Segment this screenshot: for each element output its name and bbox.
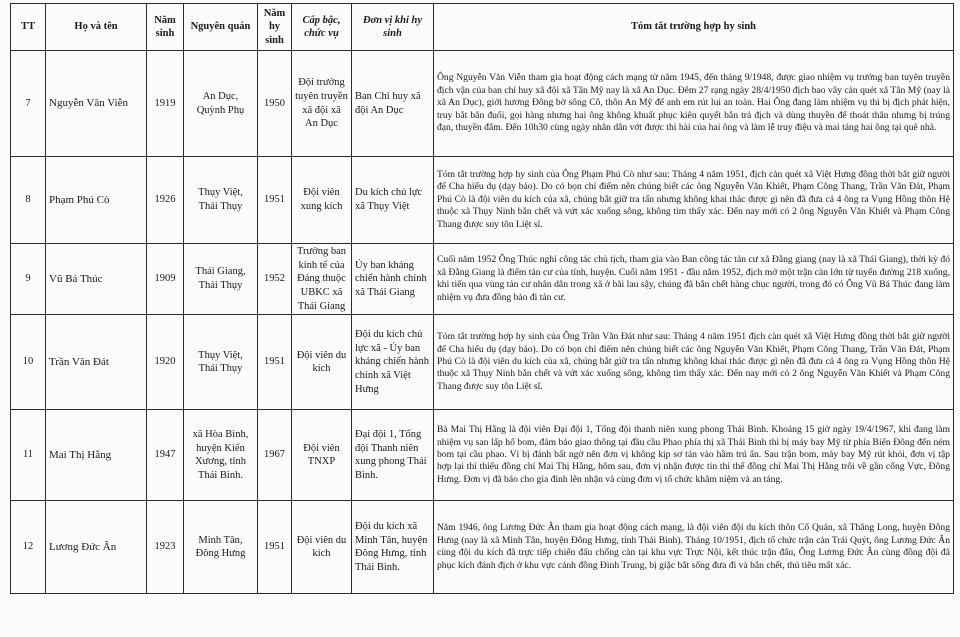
cell-unit: Ủy ban kháng chiến hành chính xã Thái Giang bbox=[352, 244, 434, 315]
cell-rank: Đội trưởng tuyên truyền xã đội xã An Dục bbox=[292, 51, 352, 157]
cell-hometown: Thái Giang, Thái Thụy bbox=[184, 244, 258, 315]
cell-birth-year: 1909 bbox=[147, 244, 184, 315]
cell-birth-year: 1920 bbox=[147, 315, 184, 410]
cell-rank: Đội viên du kích bbox=[292, 315, 352, 410]
cell-stt: 8 bbox=[11, 157, 46, 244]
cell-name: Lương Đức Ân bbox=[46, 501, 147, 594]
header-death-year: Năm hy sinh bbox=[258, 4, 292, 51]
header-name: Họ và tên bbox=[46, 4, 147, 51]
header-summary: Tóm tắt trường hợp hy sinh bbox=[434, 4, 954, 51]
cell-stt: 10 bbox=[11, 315, 46, 410]
cell-name: Nguyễn Văn Viễn bbox=[46, 51, 147, 157]
header-birth-year: Năm sinh bbox=[147, 4, 184, 51]
cell-summary: Tóm tắt trường hợp hy sinh của Ông Trần Văn Đát như sau: Tháng 4 năm 1951 địch càn quét xã Việt Hưng đồng thời bắt giữ người để Cha hiểu dụ (dạy báo). Do có bọn chỉ điểm nên chúng biết các ông Nguyễn Văn Khiết, Phạm Công Thang, Trần Văn Đát, Phạm Phú Cò là đội viên du kích của xã, chúng bắt giữ tra tấn nhưng không khai thác được gì nên đã đưa cả 4 ông ra Vụng Hồng thôn Hệ thuộc xã Thụy Ninh bắn chết và vứt xác xuống sông, không tìm thấy xác. Đến nay mới có 2 ông Nguyễn Văn Khiết và Phạm Công Thang được suy tôn Liệt sĩ. bbox=[434, 315, 954, 410]
cell-name: Vũ Bá Thúc bbox=[46, 244, 147, 315]
cell-stt: 12 bbox=[11, 501, 46, 594]
cell-birth-year: 1923 bbox=[147, 501, 184, 594]
cell-hometown: An Dục, Quỳnh Phụ bbox=[184, 51, 258, 157]
cell-unit: Ban Chỉ huy xã đội An Dục bbox=[352, 51, 434, 157]
header-stt: TT bbox=[11, 4, 46, 51]
table-row bbox=[11, 244, 954, 315]
table-row bbox=[11, 315, 954, 410]
cell-summary: Bà Mai Thị Hằng là đội viên Đại đội 1, Tổng đội thanh niên xung phong Thái Bình. Khoảng 15 giờ ngày 19/4/1967, khi đang làm nhiệm vụ san lấp hố bom, đảm bảo giao thông tại đầu cầu Phao phía thị xã Thái Bình thì bị máy bay Mỹ từ phía Biển Đông đến ném bom tại cầu phao. Vì bị đánh bất ngờ nên đơn vị không kịp sơ tán vào hầm trú ẩn. Sau trận bom, máy bay Mỹ rút khỏi, đơn vị tập hợp lại thì thiếu đồng chí Mai Thị Hằng, hôm sau, đơn vị nhận được tin thi thể đồng chí Mai Thị Hằng trôi về gần cống Vực, Đông Hưng. Đơn vị đã báo cho gia đình lên nhận và cùng đơn vị tổ chức khâm niệm và an táng. bbox=[434, 410, 954, 501]
cell-rank: Đội viên xung kích bbox=[292, 157, 352, 244]
cell-summary: Cuối năm 1952 Ông Thúc nghỉ công tác chủ tịch, tham gia vào Ban công tác tản cư xã Đằng giang (nay là xã Thái Giang), thời kỳ đó xã Đằng Giang là điểm tản cư của tỉnh, huyện. Cuối năm 1951 - đầu năm 1952, địch mở một trận càn lớn từ tuyến đường 218 xuống, khi tiến qua vùng tản cư nhân dân trong xã ở bãi lau sậy, chúng đã bắn chết hàng chục người, trong đó có Ông Vũ Bá Thúc đang làm nhiệm vụ đưa đồng bào đi tản cư. bbox=[434, 244, 954, 315]
cell-summary: Tóm tắt trường hợp hy sinh của Ông Phạm Phú Cò như sau: Tháng 4 năm 1951, địch càn quét xã Việt Hưng đồng thời bắt giữ người để Cha hiểu dụ (dạy báo). Do có bọn chỉ điểm nên chúng biết các ông Nguyễn Văn Khiết, Phạm Công Thang, Trần Văn Đát, Phạm Phú Cò là đội viên du kích của xã, chúng bắt giữ tra tấn nhưng không khai thác được gì nên đã đưa cả 4 ông ra Vụng Hồng thôn Hệ thuộc xã Thụy Ninh bắn chết và vứt xác xuống sông, không tìm thấy xác. Đến nay mới có 2 ông Nguyễn Văn Khiết và Phạm Công Thang được suy tôn Liệt sĩ. bbox=[434, 157, 954, 244]
cell-unit: Đội du kích xã Minh Tân, huyện Đông Hưng, tỉnh Thái Bình. bbox=[352, 501, 434, 594]
cell-name: Phạm Phú Cò bbox=[46, 157, 147, 244]
cell-rank: Đội viên du kích bbox=[292, 501, 352, 594]
cell-death-year: 1950 bbox=[258, 51, 292, 157]
cell-rank: Đội viên TNXP bbox=[292, 410, 352, 501]
cell-death-year: 1967 bbox=[258, 410, 292, 501]
cell-unit: Du kích chủ lực xã Thụy Việt bbox=[352, 157, 434, 244]
cell-rank: Trưởng ban kinh tế của Đảng thuộc UBKC xã Thái Giang bbox=[292, 244, 352, 315]
cell-death-year: 1951 bbox=[258, 157, 292, 244]
cell-hometown: Minh Tân, Đông Hưng bbox=[184, 501, 258, 594]
cell-hometown: Thụy Việt, Thái Thụy bbox=[184, 157, 258, 244]
cell-name: Trần Văn Đát bbox=[46, 315, 147, 410]
cell-stt: 9 bbox=[11, 244, 46, 315]
cell-birth-year: 1926 bbox=[147, 157, 184, 244]
cell-stt: 11 bbox=[11, 410, 46, 501]
cell-unit: Đại đội 1, Tổng đội Thanh niên xung phong Thái Bình. bbox=[352, 410, 434, 501]
table-row bbox=[11, 501, 954, 594]
cell-death-year: 1951 bbox=[258, 315, 292, 410]
table-row bbox=[11, 157, 954, 244]
header-hometown: Nguyên quán bbox=[184, 4, 258, 51]
cell-death-year: 1952 bbox=[258, 244, 292, 315]
cell-name: Mai Thị Hằng bbox=[46, 410, 147, 501]
cell-birth-year: 1919 bbox=[147, 51, 184, 157]
martyrs-table bbox=[10, 3, 954, 594]
table-row bbox=[11, 51, 954, 157]
cell-summary: Năm 1946, ông Lương Đức Ân tham gia hoạt động cách mạng, là đội viên đội du kích thôn Cổ Quán, xã Thăng Long, huyện Đông Hưng (nay là xã Minh Tân, huyện Đông Hưng, tỉnh Thái Bình). Tháng 10/1951, địch tổ chức trận càn Trái Quýt, ông Lương Đức Ân cùng đội du kích đã trực tiếp chiến đấu chống càn tại khu vực Trực Nội, kết thúc trận đấu, Ông Lương Đức Ân cùng đồng đội đã phục kích đánh địch ở khu vực cánh đồng Đình Trung, bị giặc bắt sống đưa đi và bắn chết, thủ tiêu mất xác. bbox=[434, 501, 954, 594]
header-row bbox=[11, 4, 954, 51]
table-row bbox=[11, 410, 954, 501]
cell-death-year: 1951 bbox=[258, 501, 292, 594]
cell-stt: 7 bbox=[11, 51, 46, 157]
cell-hometown: Thụy Việt, Thái Thụy bbox=[184, 315, 258, 410]
header-unit: Đơn vị khi hy sinh bbox=[352, 4, 434, 51]
cell-unit: Đội du kích chủ lực xã - Ủy ban kháng chiến hành chính xã Việt Hưng bbox=[352, 315, 434, 410]
cell-hometown: xã Hòa Bình, huyện Kiến Xương, tỉnh Thái Bình. bbox=[184, 410, 258, 501]
header-rank: Cấp bậc, chức vụ bbox=[292, 4, 352, 51]
cell-summary: Ông Nguyễn Văn Viễn tham gia hoạt động cách mạng từ năm 1945, đến tháng 9/1948, được giao nhiệm vụ trưởng ban tuyên truyền địch vận của ban chỉ huy xã đội xã Tân Mỹ nay là xã An Dục. Đêm 27 rạng ngày 28/4/1950 địch bao vây càn quét xã Tân Mỹ (nay là xã An Dục), giới hương Đông bờ sông Cô, thôn An Mỹ để anh em rút lui an toàn. Hai Ông đang làm nhiệm vụ thì bị địch phát hiện, truy bắt bắn đuổi, gọi hàng nhưng hai ông không khuất phục kiên quyết bắn trả địch và dùng thuyền để thoát thân nhưng bị trúng đạn, thuyền đắm. Đến 10h30 cùng ngày nhân dân vớt được thi hài của hai ông và làm lễ truy điệu và mai táng hai ông tại quê nhà. bbox=[434, 51, 954, 157]
cell-birth-year: 1947 bbox=[147, 410, 184, 501]
